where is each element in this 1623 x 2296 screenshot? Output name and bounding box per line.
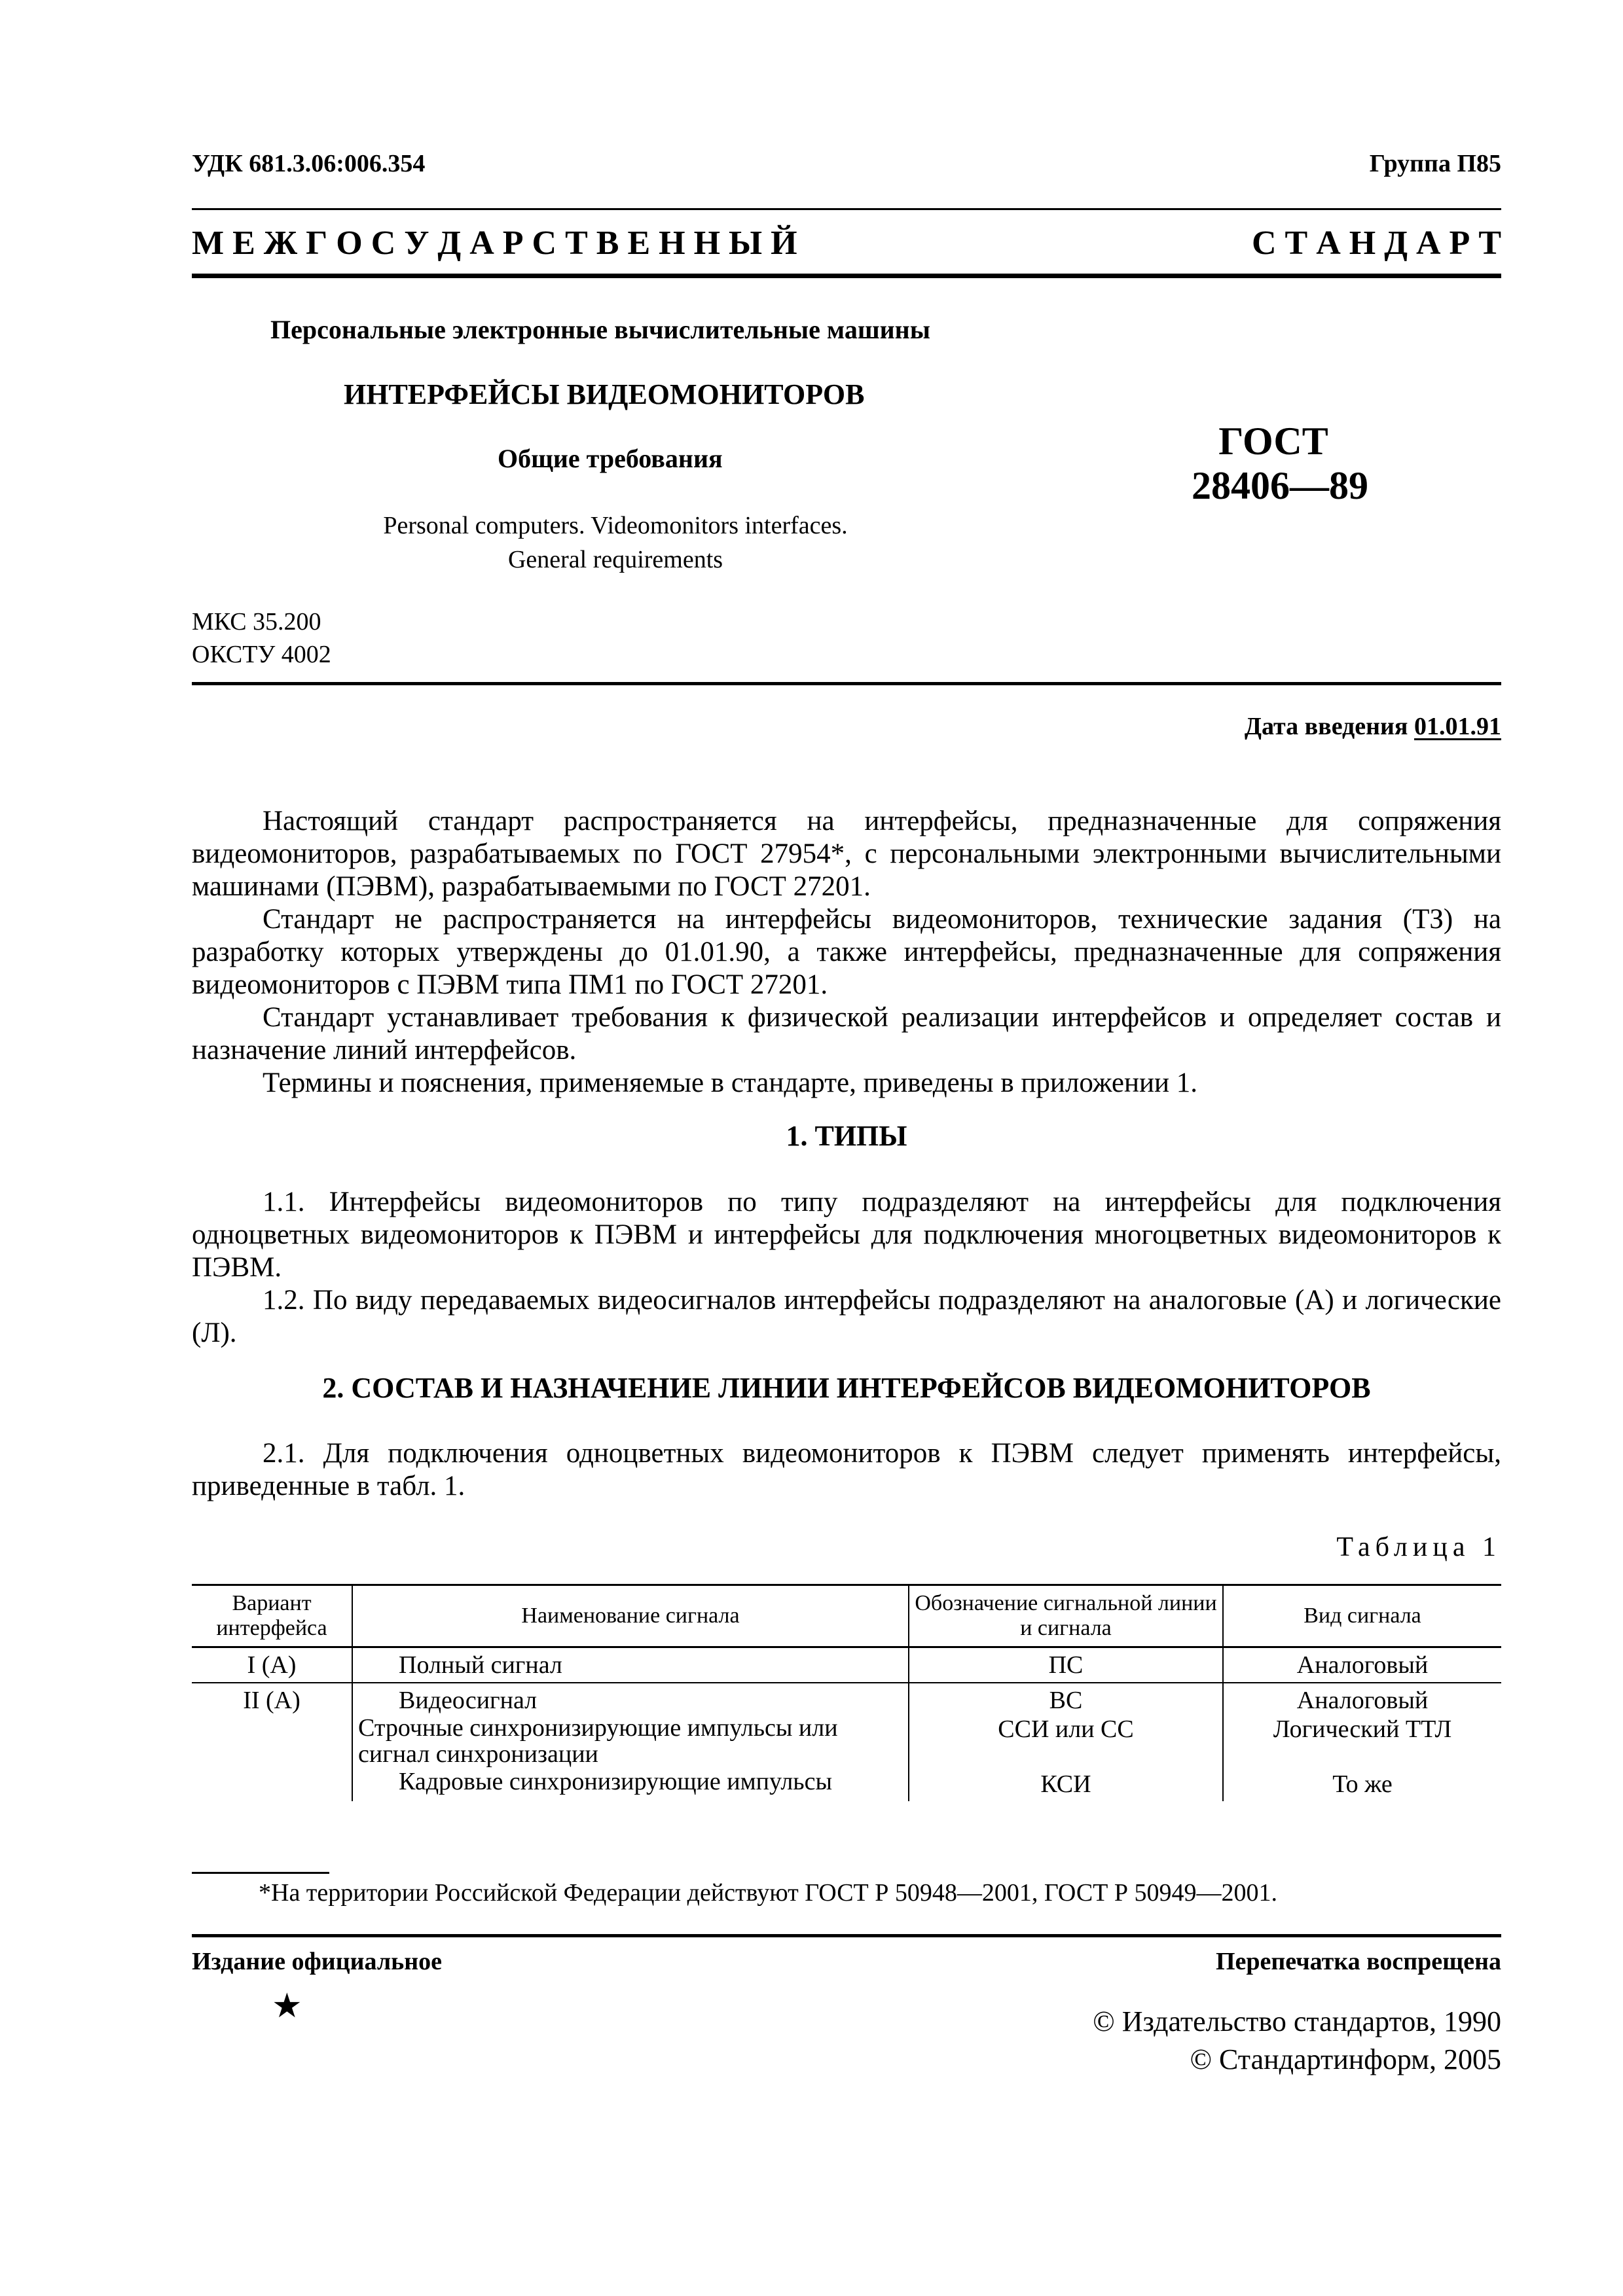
table-header-signal-type: Вид сигнала xyxy=(1223,1585,1501,1647)
table-1-caption: Таблица 1 xyxy=(1336,1532,1501,1562)
section-2-text xyxy=(192,1437,1501,1503)
mks-code: МКС 35.200 xyxy=(192,608,321,636)
section-1-text xyxy=(192,1186,1501,1350)
banner-word-standard: С Т А Н Д А Р Т xyxy=(1251,224,1501,262)
document-subtitle: Общие требования xyxy=(498,444,723,473)
table-cell-signal-names xyxy=(352,1683,909,1801)
signal-code-line-sync: ССИ или СС xyxy=(998,1715,1134,1743)
table-header-signal-code: Обозначение сигнальной линии и сигнала xyxy=(909,1585,1223,1647)
signal-code-video: ВС xyxy=(1049,1687,1083,1714)
udk-code: УДК 681.3.06:006.354 xyxy=(192,150,426,177)
document-subject: Персональные электронные вычислительные машины xyxy=(270,315,930,344)
copyright-line-1: © Издательство стандартов, 1990 xyxy=(1093,2005,1501,2037)
table-header-row xyxy=(192,1585,1501,1647)
table-cell-signal-codes xyxy=(909,1683,1223,1801)
signal-name-line-sync: Строчные синхронизирующие импульсы или сигнал синхронизации xyxy=(358,1714,838,1768)
okstu-code: ОКСТУ 4002 xyxy=(192,641,331,668)
official-edition: Издание официальное xyxy=(192,1948,443,1975)
section-1-paragraph: 1.1. Интерфейсы видеомониторов по типу подразделяют на интерфейсы для подключения одноцветных видеомониторов к ПЭВМ и интерфейсы для подключения многоцветных видеомониторов к ПЭВМ. xyxy=(192,1187,1501,1283)
signal-name-frame-sync: Кадровые синхронизирующие импульсы xyxy=(399,1768,833,1795)
table-cell-signal-type: Аналоговый xyxy=(1223,1647,1501,1683)
header-rule-top xyxy=(192,208,1501,210)
english-title xyxy=(327,509,903,577)
effective-date-value: 01.01.91 xyxy=(1414,713,1501,740)
section-2-heading: 2. СОСТАВ И НАЗНАЧЕНИЕ ЛИНИИ ИНТЕРФЕЙСОВ ВИДЕОМОНИТОРОВ xyxy=(322,1372,1371,1404)
section-2-paragraph: 2.1. Для подключения одноцветных видеомониторов к ПЭВМ следует применять интерфейсы, приведенные в табл. 1. xyxy=(192,1438,1501,1501)
footnote-rule xyxy=(192,1872,329,1874)
standard-banner xyxy=(192,224,1501,262)
table-cell-variant: I (А) xyxy=(192,1647,352,1683)
document-title: ИНТЕРФЕЙСЫ ВИДЕОМОНИТОРОВ xyxy=(344,378,865,410)
star-icon: ★ xyxy=(272,1988,302,2025)
signal-code-frame-sync: КСИ xyxy=(1040,1770,1091,1798)
section-1-heading: 1. ТИПЫ xyxy=(786,1120,907,1152)
effective-date xyxy=(1245,712,1501,741)
table-row xyxy=(192,1683,1501,1801)
header-rule-bottom xyxy=(192,274,1501,278)
group-code: Группа П85 xyxy=(1369,150,1501,177)
classification-codes xyxy=(192,605,331,671)
footnote: *На территории Российской Федерации действуют ГОСТ Р 50948—2001, ГОСТ Р 50949—2001. xyxy=(259,1879,1278,1907)
table-row xyxy=(192,1647,1501,1683)
footer-rule xyxy=(192,1934,1501,1937)
effective-date-label: Дата введения xyxy=(1244,713,1408,740)
intro-paragraph: Настоящий стандарт распространяется на интерфейсы, предназначенные для сопряжения видеомониторов, разрабатываемых по ГОСТ 27954*, с персональными электронными вычислительными машинами (ПЭВМ), разрабатываемыми по ГОСТ 27201. xyxy=(192,806,1501,902)
gost-designation xyxy=(1192,419,1368,508)
reprint-prohibited: Перепечатка воспрещена xyxy=(1215,1948,1501,1975)
copyright xyxy=(1093,2003,1501,2079)
signal-name-video: Видеосигнал xyxy=(399,1687,538,1714)
signal-type-video: Аналоговый xyxy=(1296,1687,1429,1714)
table-1 xyxy=(192,1584,1501,1801)
gost-label: ГОСТ xyxy=(1218,420,1328,463)
signal-type-line-sync: Логический ТТЛ xyxy=(1273,1715,1452,1743)
table-cell-signal-name: Полный сигнал xyxy=(352,1647,909,1683)
table-header-variant: Вариант интерфейса xyxy=(192,1585,352,1647)
table-cell-signal-types xyxy=(1223,1683,1501,1801)
intro-paragraph: Термины и пояснения, применяемые в стандарте, приведены в приложении 1. xyxy=(263,1067,1198,1098)
intro-paragraph: Стандарт не распространяется на интерфейсы видеомониторов, технические задания (ТЗ) на разработку которых утверждены до 01.01.90, а также интерфейсы, предназначенные для сопряжения видеомониторов с ПЭВМ типа ПМ1 по ГОСТ 27201. xyxy=(192,904,1501,1000)
table-header-signal-name: Наименование сигнала xyxy=(352,1585,909,1647)
english-title-line-1: Personal computers. Videomonitors interfaces. xyxy=(383,512,848,539)
english-title-line-2: General requirements xyxy=(507,546,723,573)
table-cell-signal-code: ПС xyxy=(909,1647,1223,1683)
signal-type-frame-sync: То же xyxy=(1332,1770,1393,1798)
intro-paragraph: Стандарт устанавливает требования к физической реализации интерфейсов и определяет состав и назначение линий интерфейсов. xyxy=(192,1002,1501,1066)
intro-text xyxy=(192,805,1501,1100)
section-1-paragraph: 1.2. По виду передаваемых видеосигналов интерфейсы подразделяют на аналоговые (А) и логические (Л). xyxy=(192,1285,1501,1348)
gost-number: 28406—89 xyxy=(1192,464,1368,507)
title-rule xyxy=(192,682,1501,685)
table-cell-variant: II (А) xyxy=(243,1687,301,1714)
copyright-line-2: © Стандартинформ, 2005 xyxy=(1190,2043,1501,2075)
banner-word-interstate: М Е Ж Г О С У Д А Р С Т В Е Н Н Ы Й xyxy=(192,224,797,262)
